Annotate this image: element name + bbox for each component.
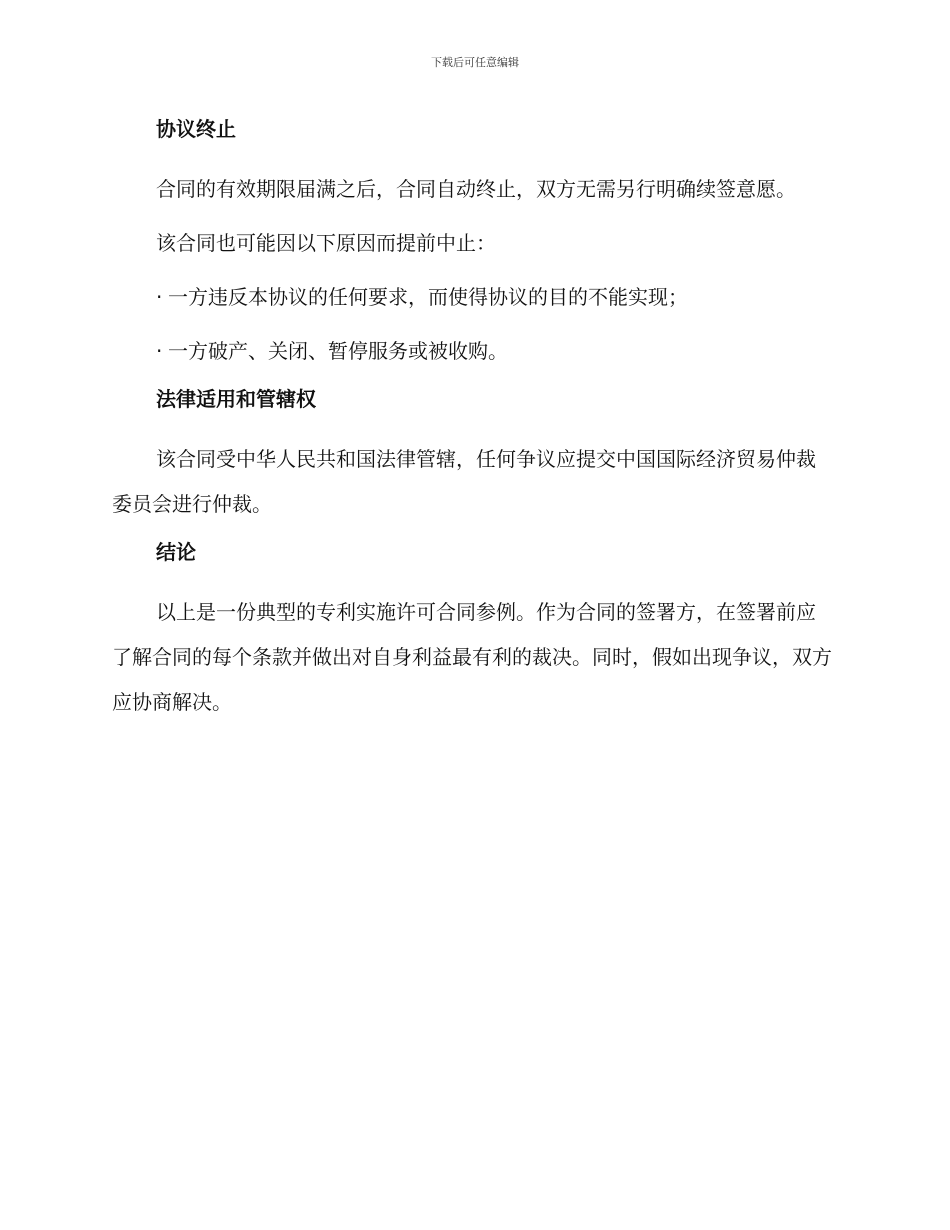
- section-heading-conclusion: 结论: [156, 540, 196, 564]
- conclusion-paragraph-1: 以上是一份典型的专利实施许可合同参例。作为合同的签署方，在签署前应了解合同的每个条款并做出对自身利益最有利的裁决。同时，假如出现争议，双方应协商解决。: [112, 600, 832, 714]
- list-item: [112, 329, 834, 374]
- section-heading-termination: 协议终止: [156, 117, 236, 141]
- header-note: 下载后可任意编辑: [431, 56, 519, 69]
- section-heading-law: 法律适用和管辖权: [156, 387, 316, 411]
- bullet-dot-icon: ·: [156, 339, 163, 363]
- list-item-text: 一方破产、关闭、暂停服务或被收购。: [168, 339, 508, 363]
- document-body: [112, 113, 834, 734]
- termination-paragraph-1: 合同的有效期限届满之后，合同自动终止，双方无需另行明确续签意愿。: [156, 177, 796, 201]
- bullet-dot-icon: ·: [156, 285, 163, 309]
- law-paragraph-1: 该合同受中华人民共和国法律管辖，任何争议应提交中国国际经济贸易仲裁委员会进行仲裁。: [112, 447, 816, 516]
- termination-paragraph-2: 该合同也可能因以下原因而提前中止：: [156, 231, 496, 255]
- list-item-text: 一方违反本协议的任何要求，而使得协议的目的不能实现；: [168, 285, 688, 309]
- list-item: [112, 275, 834, 320]
